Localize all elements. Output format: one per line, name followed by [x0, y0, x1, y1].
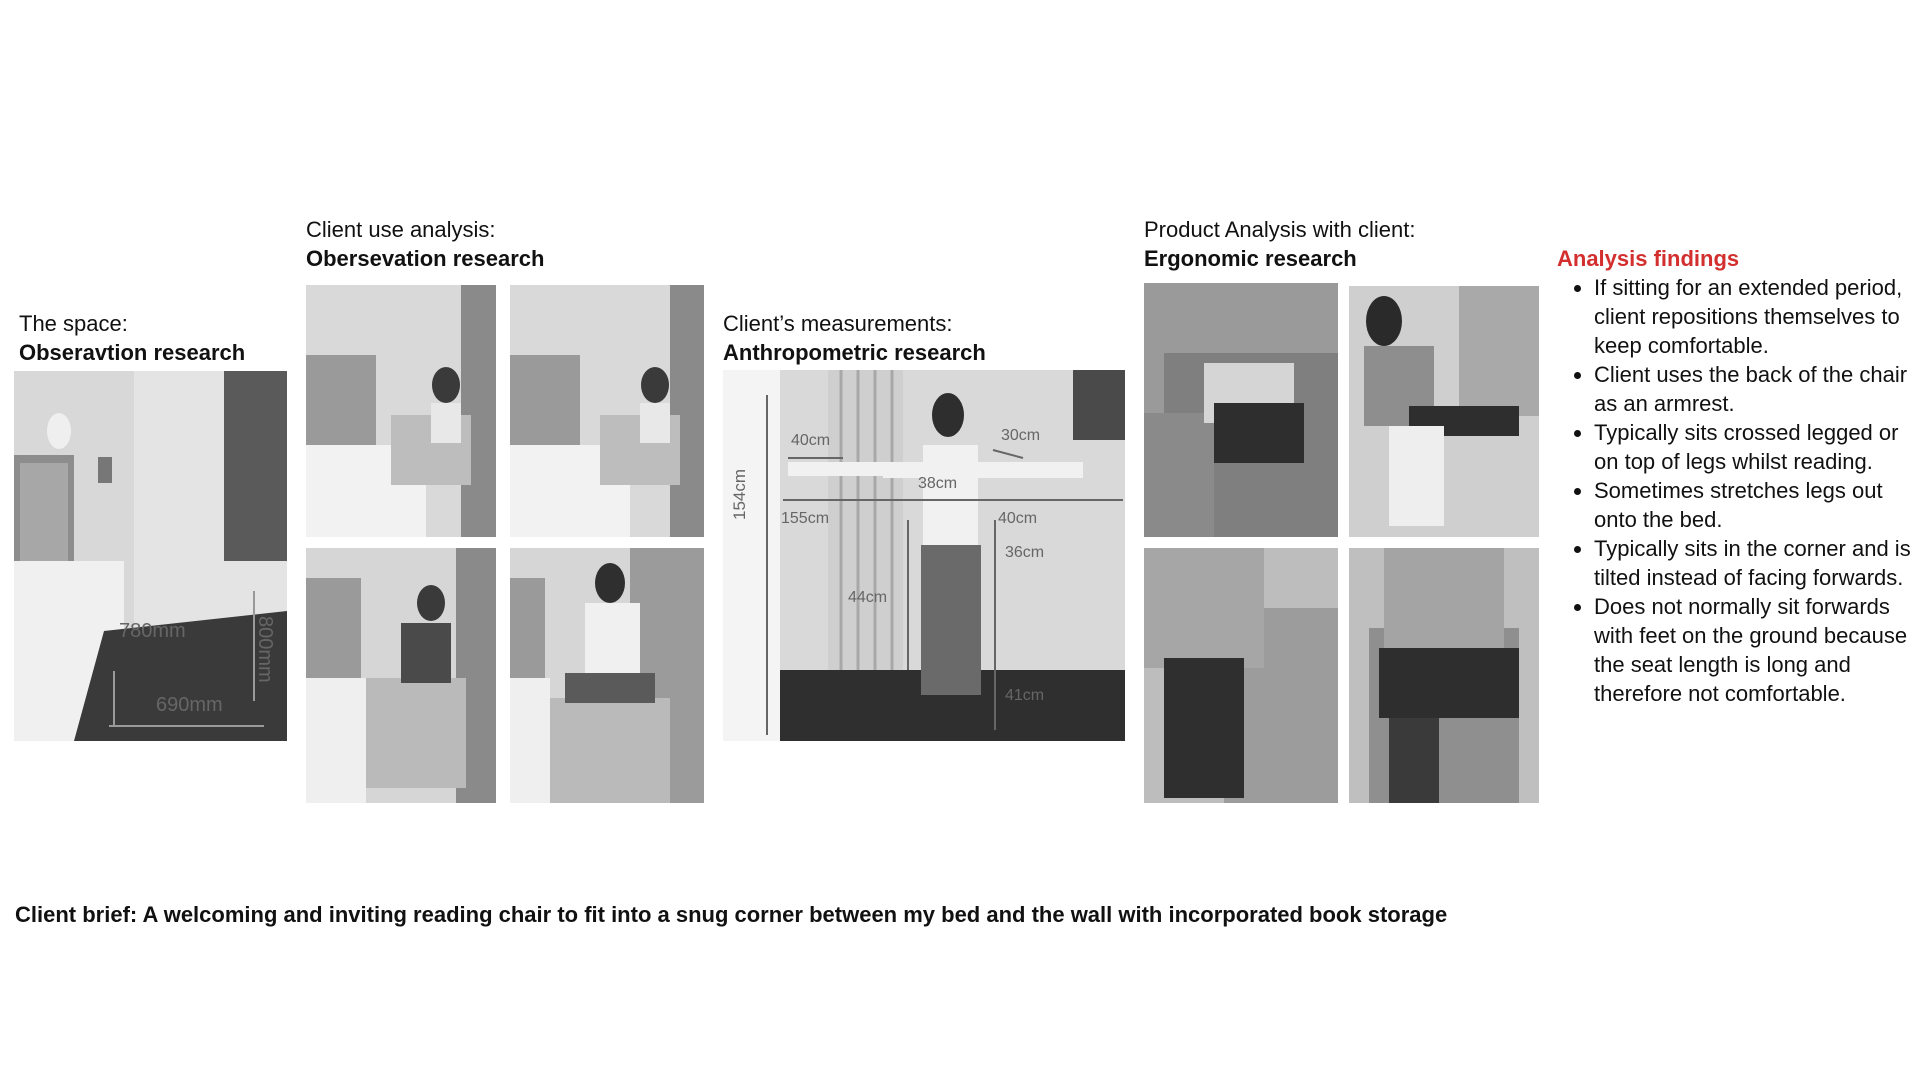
measure-armspan: 155cm — [781, 510, 830, 527]
finding-item: • Client uses the back of the chair as an armrest. — [1594, 360, 1917, 418]
client-use-photo-2 — [510, 285, 704, 537]
measure-chest: 38cm — [918, 475, 958, 492]
product-label: Product Analysis with client: — [1144, 217, 1416, 242]
product-photo-3 — [1144, 548, 1338, 803]
space-dim-depth: 690mm — [156, 694, 223, 716]
product-title: Ergonomic research — [1144, 246, 1357, 271]
measure-hip: 36cm — [1005, 544, 1045, 561]
space-title: Obseravtion research — [19, 340, 246, 365]
finding-item: • Typically sits in the corner and is tilted instead of facing forwards. — [1594, 534, 1917, 592]
analysis-findings — [1557, 244, 1917, 708]
measurements-heading — [723, 309, 986, 367]
space-label: The space: — [19, 311, 128, 336]
measure-knee: 41cm — [1005, 687, 1045, 704]
product-heading — [1144, 215, 1415, 273]
client-brief: Client brief: A welcoming and inviting reading chair to fit into a snug corner between my bed and the wall with incorporated book storage — [15, 902, 1448, 927]
space-photo — [14, 371, 287, 741]
measurements-photo — [723, 370, 1125, 741]
measure-leg: 44cm — [848, 589, 888, 606]
product-photo-2 — [1349, 286, 1539, 537]
space-dim-width: 780mm — [119, 620, 186, 642]
finding-item: • Does not normally sit forwards with feet on the ground because the seat length is long and therefore not comfortable. — [1594, 592, 1917, 708]
product-photo-1 — [1144, 283, 1338, 537]
finding-item: • Sometimes stretches legs out onto the bed. — [1594, 476, 1917, 534]
finding-item: • If sitting for an extended period, client repositions themselves to keep comfortable. — [1594, 273, 1917, 360]
measure-arm-right: 30cm — [1001, 427, 1041, 444]
measure-shoulder: 40cm — [998, 510, 1038, 527]
space-dim-height: 800mm — [254, 616, 276, 683]
measurements-label: Client’s measurements: — [723, 311, 953, 336]
client-use-photo-1 — [306, 285, 496, 537]
client-use-label: Client use analysis: — [306, 217, 496, 242]
client-use-heading — [306, 215, 544, 273]
measure-arm-left: 40cm — [791, 432, 831, 449]
client-use-photo-3 — [306, 548, 496, 803]
measure-height: 154cm — [730, 468, 749, 520]
measurements-title: Anthropometric research — [723, 340, 986, 365]
client-use-title: Obersevation research — [306, 246, 545, 271]
findings-list — [1557, 273, 1917, 708]
finding-item: • Typically sits crossed legged or on top of legs whilst reading. — [1594, 418, 1917, 476]
client-use-photo-4 — [510, 548, 704, 803]
space-heading — [19, 309, 245, 367]
product-photo-4 — [1349, 548, 1539, 803]
findings-title: Analysis findings — [1557, 246, 1740, 271]
